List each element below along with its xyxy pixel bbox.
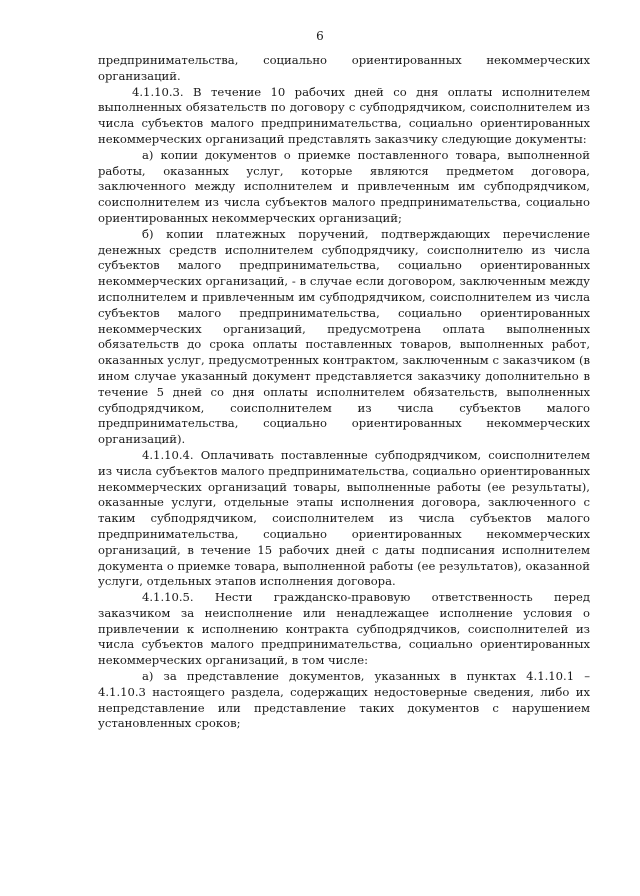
paragraph-4-1-10-3: 4.1.10.3. В течение 10 рабочих дней со дня оплаты исполнителем выполненных обязательств по договору с субподрядчиком, соисполнителем из числа субъектов малого предпринимательства, социально ориентированных некоммерческих организаций представлять заказчику следующие документы: xyxy=(98,84,590,146)
paragraph-item-a: а) копии документов о приемке поставленного товара, выполненной работы, оказанных услуг, которые являются предметом договора, заключенного между исполнителем и привлеченным им субподрядчиком, соисполнителем из числа субъектов малого предпринимательства, социально ориентированных некоммерческих организаций; xyxy=(98,147,590,225)
paragraph-item-a-liability: а) за представление документов, указанных в пунктах 4.1.10.1 – 4.1.10.3 настоящего раздела, содержащих недостоверные сведения, либо их непредставление или представление таких документов с нарушением установленных сроков; xyxy=(98,669,590,731)
paragraph-4-1-10-5: 4.1.10.5. Нести гражданско-правовую ответственность перед заказчиком за неисполнение или ненадлежащее исполнение условия о привлечении к исполнению контракта субподрядчиков, соисполнителей из числа субъектов малого предпринимательства, социально ориентированных некоммерческих организаций, в том числе: xyxy=(98,590,590,668)
paragraph-4-1-10-4: 4.1.10.4. Оплачивать поставленные субподрядчиком, соисполнителем из числа субъектов малого предпринимательства, социально ориентированных некоммерческих организаций товары, выполненные работы (ее результаты), оказанные услуги, отдельные этапы исполнения договора, заключенного с таким субподрядчиком, соисполнителем из числа субъектов малого предпринимательства, социально ориентированных некоммерческих организаций, в течение 15 рабочих дней с даты подписания исполнителем документа о приемке товара, выполненной работы (ее результатов), оказанной услуги, отдельных этапов исполнения договора. xyxy=(98,447,590,589)
page-number: 6 xyxy=(316,29,324,43)
paragraph-item-b: б) копии платежных поручений, подтверждающих перечисление денежных средств исполнителем субподрядчику, соисполнителю из числа субъектов малого предпринимательства, социально ориентированных некоммерческих организаций, - в случае если договором, заключенным между исполнителем и привлеченным им субподрядчиком, соисполнителем из числа субъектов малого предпринимательства, социально ориентированных некоммерческих организаций, предусмотрена оплата выполненных обязательств до срока оплаты поставленных товаров, выполненных работ, оказанных услуг, предусмотренных контрактом, заключенным с заказчиком (в ином случае указанный документ представляется заказчику дополнительно в течение 5 дней со дня оплаты исполнителем обязательств, выполненных субподрядчиком, соисполнителем из числа субъектов малого предпринимательства, социально ориентированных некоммерческих организаций). xyxy=(98,226,590,447)
paragraph-continuation: предпринимательства, социально ориентированных некоммерческих организаций. xyxy=(98,53,590,83)
document-body xyxy=(98,53,590,732)
